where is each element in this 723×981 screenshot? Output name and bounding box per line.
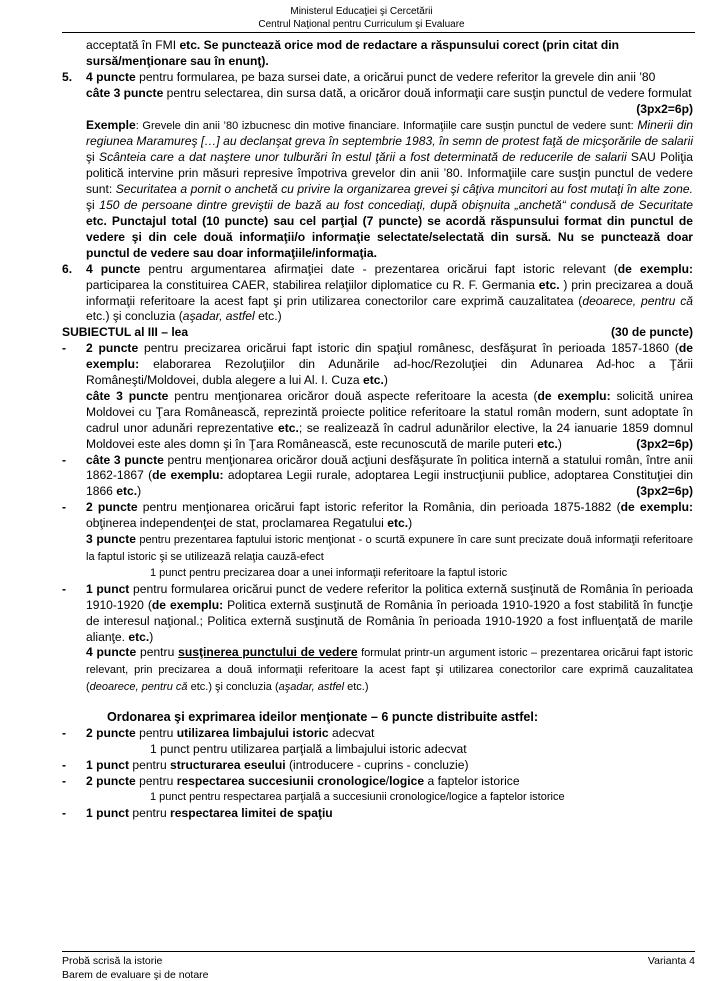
bold-text: etc. <box>537 436 558 451</box>
bold-text: utilizarea limbajului istoric <box>176 726 329 741</box>
text: ) <box>557 436 562 451</box>
text: pentru formularea oricărui punct de vedere referitor la politica externă susţinută de România în perioada 1910-1920 ( <box>86 581 693 612</box>
points-label: 2 puncte <box>86 773 136 788</box>
text: pentru precizarea oricărui fapt istoric din spaţiul românesc, desfăşurat în perioada 1857-1860 ( <box>138 341 679 356</box>
text: adecvat <box>328 726 375 741</box>
points-total: (3px2=6p) <box>636 436 693 451</box>
bold-text: etc. <box>128 629 150 644</box>
bullet-marker: - <box>62 726 67 741</box>
text: pentru <box>135 773 177 788</box>
bullet-3 <box>62 500 693 582</box>
text: pentru <box>136 645 179 660</box>
ordering-title: Ordonarea şi exprimarea ideilor menţionate – 6 puncte distribuite astfel: <box>107 710 539 725</box>
points-label: câte 3 puncte <box>86 388 169 403</box>
text: acceptată în FMI <box>86 38 180 52</box>
ordering-item-2 <box>62 758 693 774</box>
points-label: câte 3 puncte <box>86 452 164 467</box>
points-total: (3px2=6p) <box>636 484 693 499</box>
text: ; se realizează în cadrul adunărilor elective, la 24 ianuarie 1859 domnul Moldovei este ales domn şi în Ţara Românească, este recunoscută de marile puteri <box>86 420 693 451</box>
text: ) prin precizarea a două informaţii referitoare la acest fapt şi prin utilizarea conectorilor care exprimă cauzalitatea ( <box>86 277 693 308</box>
ordering-item-4 <box>62 806 693 822</box>
text: ) <box>137 484 142 499</box>
text: pentru menţionarea oricăror două aspecte referitoare la acesta ( <box>168 388 538 403</box>
partial-score-note: 1 punct pentru precizarea doar a unei informaţii referitoare la faptul istoric <box>150 566 508 579</box>
partial-score-note: 1 punct pentru respectarea parţială a succesiunii cronologice/logice a faptelor istorice <box>150 790 565 803</box>
text: ) <box>149 629 154 644</box>
footer-subject: Probă scrisă la istorie <box>62 955 163 967</box>
header-ministry: Ministerul Educaţiei şi Cercetării <box>290 6 433 17</box>
points-label: 1 punct <box>86 805 130 820</box>
example-label: de exemplu: <box>151 597 224 612</box>
bullet-marker: - <box>62 452 67 467</box>
section-heading <box>62 325 693 341</box>
text: pentru menţionarea oricăror două acţiuni desfăşurate în politica internă a statului român, între anii 1862-1867 ( <box>86 452 693 483</box>
bold-text: respectarea limitei de spaţiu <box>170 805 333 820</box>
connector: deoarece, pentru că <box>582 293 693 308</box>
bold-text: etc. <box>116 484 138 499</box>
points-label: 2 puncte <box>86 726 136 741</box>
document-body <box>62 38 693 822</box>
text: solicită unirea Moldovei cu Ţara Românească, reprezintă proiecte politice referitoare la statul român modern, sunt adoptate în cadrul unor adunări reprezentative <box>86 388 693 435</box>
text: şi <box>86 150 100 165</box>
text: SAU Poliţia politică intervine prin măsuri represive împotriva grevelor din anii ’80. Informaţiile care susţin punctul de vedere sunt: <box>86 150 694 197</box>
text: şi <box>86 198 100 213</box>
text: ) <box>383 373 388 388</box>
example-label: de exemplu: <box>617 261 693 276</box>
bullet-marker: - <box>62 805 67 820</box>
text: pentru selectarea, din sursa dată, a oricăror două informaţii care susţin punctul de vedere formulat <box>163 85 692 100</box>
text: etc.) <box>344 681 369 694</box>
quote: 150 de persoane dintre greviştii de bază au fost concediaţi, după obişnuita „anchetă“ condusă de Securitate <box>99 198 693 213</box>
bullet-marker: - <box>62 773 67 788</box>
bullet-marker: - <box>62 500 67 515</box>
footer-variant: Varianta 4 <box>647 955 695 967</box>
bold-text: etc. Punctajul total (10 puncte) sau cel parţial (7 puncte) se acordă răspunsului format din punctul de vedere şi din cele două informaţii/o informaţie selectate/selectată din sursă. Nu se punctează doar punctul de vedere sau doar informaţiile/informaţia. <box>86 213 693 260</box>
bold-text: etc. <box>278 420 299 435</box>
bullet-marker: - <box>62 581 67 596</box>
points-label: câte 3 puncte <box>86 85 164 100</box>
bold-text: respectarea succesiunii cronologice <box>176 773 386 788</box>
example-label: de exemplu: <box>86 341 694 372</box>
bullet-marker: - <box>62 341 67 356</box>
bullet-4 <box>62 582 693 696</box>
text: etc.) <box>254 309 282 324</box>
text: / <box>385 773 390 788</box>
header-divider <box>62 32 695 33</box>
example-label: de exemplu: <box>537 388 611 403</box>
points-label: 4 puncte <box>86 261 141 276</box>
underlined-bold-text: susţinerea punctului de vedere <box>178 645 358 660</box>
connector: aşadar, astfel <box>278 681 345 694</box>
bold-text: logice <box>389 773 425 788</box>
points-label: 1 punct <box>86 757 130 772</box>
text: Politica externă susţinută de România în perioada 1910-1920 a fost stabilită în funcţie de interesul naţional.; Politica externă susţinută de România în perioada 1910-1920 a fost influenţată de marile alianţe. <box>86 597 693 644</box>
item-6 <box>62 262 693 326</box>
points-total: (3px2=6p) <box>636 101 693 116</box>
points-label: 4 puncte <box>86 645 137 660</box>
text: (introducere - cuprins - concluzie) <box>285 757 469 772</box>
text: formulat printr-un argument istoric – prezentarea oricărui fapt istoric relevant, prin precizarea a două informaţii referitoare la acest fapt şi utilizarea conectorilor care exprimă cauzalitatea ( <box>86 647 694 694</box>
text: pentru <box>129 805 171 820</box>
text: pentru menţionarea oricărui fapt istoric referitor la România, din perioada 1875-1882 ( <box>137 500 621 515</box>
quote: Securitatea a pornit o anchetă cu privire la organizarea grevei şi câţiva muncitori au fost mutaţi în alte zone. <box>115 182 693 197</box>
examples-label: Exemple <box>86 117 136 132</box>
section-points: (30 de puncte) <box>611 325 693 340</box>
bold-text: etc. <box>387 516 409 531</box>
points-label: 2 puncte <box>86 500 138 515</box>
points-label: 1 punct <box>86 581 130 596</box>
text: pentru <box>129 757 171 772</box>
text: etc.) şi concluzia ( <box>187 681 279 694</box>
item-number: 6. <box>62 261 73 276</box>
section-title: SUBIECTUL al III – lea <box>62 325 189 340</box>
bullet-marker: - <box>62 757 67 772</box>
bullet-1 <box>62 341 693 452</box>
text: pentru <box>135 726 177 741</box>
bold-text: structurarea eseului <box>170 757 286 772</box>
item-5 <box>62 70 693 262</box>
text: elaborarea Rezoluţiilor din Adunările ad-hoc/Rezoluţiei din Adunarea Ad-hoc a Ţării Româneşti/Moldovei, dubla alegere a lui Al. I. Cuza <box>86 357 693 388</box>
text: pentru prezentarea faptului istoric menţionat - o scurtă expunere în care sunt precizate două informaţii referitoare la faptul istoric şi se utilizează relaţia cauză-efect <box>86 534 693 563</box>
text: obţinerea independenţei de stat, proclamarea Regatului <box>86 516 388 531</box>
points-label: 3 puncte <box>86 532 137 547</box>
bold-text: etc. Se punctează orice mod de redactare a răspunsului corect (prin citat din sursă/menţionare sau în enunţ). <box>86 38 619 68</box>
example-label: de exemplu: <box>620 500 693 515</box>
text: pentru formularea, pe baza sursei date, a oricărui punct de vedere referitor la grevele din anii ’80 <box>135 69 656 84</box>
bullet-2 <box>62 453 693 501</box>
bold-text: etc. <box>538 277 560 292</box>
quote: Minerii din regiunea Maramureş […] au declanşat greva în septembrie 1983, în semn de protest faţă de micşorările de salarii <box>86 117 694 149</box>
connector: aşadar, astfel <box>182 309 255 324</box>
text: : Grevele din anii ’80 izbucnesc din motive financiare. Informaţiile care susţin punctul de vedere sunt: <box>135 119 638 132</box>
ordering-item-1 <box>62 726 693 758</box>
connector: deoarece, pentru că <box>89 681 188 694</box>
continued-text <box>62 38 693 70</box>
footer-document-type: Barem de evaluare şi de notare <box>62 969 209 981</box>
text: ) <box>408 516 413 531</box>
text: participarea la constituirea CAER, stabilirea relaţiilor diplomatice cu R. F. Germania <box>86 277 539 292</box>
bold-text: etc. <box>362 373 384 388</box>
ordering-item-3 <box>62 774 693 806</box>
points-label: 4 puncte <box>86 69 136 84</box>
quote: Scânteia care a dat naştere unor tulburări în estul ţării a fost determinată de reducerile de salarii <box>99 150 627 165</box>
header-center: Centrul Naţional pentru Curriculum şi Evaluare <box>258 19 465 30</box>
text: etc.) şi concluzia ( <box>86 309 183 324</box>
points-label: 2 puncte <box>86 341 139 356</box>
footer-divider <box>62 951 695 952</box>
text: pentru argumentarea afirmaţiei date - prezentarea oricărui fapt istoric relevant ( <box>140 261 618 276</box>
partial-score-note: 1 punct pentru utilizarea parţială a limbajului istoric adecvat <box>150 741 467 756</box>
item-number: 5. <box>62 69 73 84</box>
text: a faptelor istorice <box>424 773 520 788</box>
text: adoptarea Legii rurale, adoptarea Legii instrucţiunii publice, adoptarea Constituţiei din 1866 <box>86 468 694 499</box>
example-label: de exemplu: <box>152 468 224 483</box>
